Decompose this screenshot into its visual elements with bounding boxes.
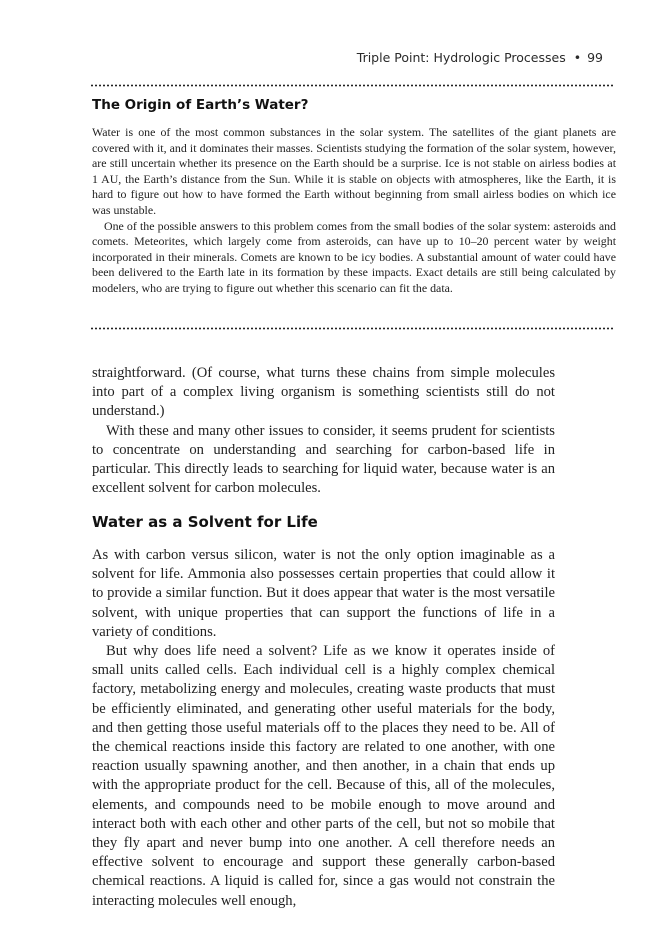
body-paragraph: But why does life need a solvent? Life as we know it operates inside of small units called cells. Each individual cell is a highly complex chemical factory, metabolizing energy and molecules, creating waste products that must be efficiently eliminated, and generating other useful materials for the body, and then getting those useful materials off to the places they need to be. All of the chemical reactions inside this factory are related to one another, with one reaction usually spawning another, and then another, in a chain that ends up with the appropriate product for the cell. Because of this, all of the molecules, elements, and compounds need to be mobile enough to move around and interact both with each other and other parts of the cell, but not so mobile that they fly apart and never bump into one another. A cell therefore needs an effective solvent to encourage and support these generally carbon-based chemical reactions. A liquid is called for, since a gas would not constrain the interacting molecules well enough, <box>92 643 555 909</box>
sidebar-bottom-rule <box>90 327 615 330</box>
running-head <box>90 50 603 65</box>
sidebar-body <box>92 125 616 297</box>
bullet-icon: • <box>573 50 582 65</box>
sidebar-paragraph: Water is one of the most common substances in the solar system. The satellites of the giant planets are covered with it, and it dominates their masses. Scientists studying the formation of the solar system, however, are still uncertain whether its presence on the Earth should be a surprise. Ice is not stable on airless bodies at 1 AU, the Earth’s distance from the Sun. While it is stable on objects with atmospheres, like the Earth, it is hard to figure out how to have formed the Earth without beginning from small airless bodies on which ice was unstable. <box>92 125 616 217</box>
running-head-title: Triple Point: Hydrologic Processes <box>356 50 566 65</box>
body-paragraph: As with carbon versus silicon, water is not the only option imaginable as a solvent for life. Ammonia also possesses certain properties that could allow it to provide a similar function. But it does appear that water is the most versatile solvent, with unique properties that can support the functions of life in a variety of conditions. <box>92 547 555 640</box>
sidebar-title: The Origin of Earth’s Water? <box>92 97 309 113</box>
page-number: 99 <box>587 50 603 65</box>
body-paragraph: straightforward. (Of course, what turns these chains from simple molecules into part of a complex living organism is something scientists still do not understand.) <box>92 365 555 420</box>
body-paragraph: With these and many other issues to consider, it seems prudent for scientists to concentrate on understanding and searching for carbon-based life in particular. This directly leads to searching for liquid water, because water is an excellent solvent for carbon molecules. <box>92 422 555 497</box>
main-section-body <box>92 546 555 911</box>
sidebar-top-rule <box>90 84 615 87</box>
main-intro <box>92 364 555 498</box>
section-heading: Water as a Solvent for Life <box>92 513 318 531</box>
sidebar-paragraph: One of the possible answers to this problem comes from the small bodies of the solar system: asteroids and comets. Meteorites, which largely come from asteroids, can have up to 10–20 percent water by weight incorporated in their minerals. Comets are known to be icy bodies. A substantial amount of water could have been delivered to the Earth late in its formation by these impacts. Exact details are still being calculated by modelers, who are trying to figure out whether this scenario can fit the data. <box>92 218 616 295</box>
